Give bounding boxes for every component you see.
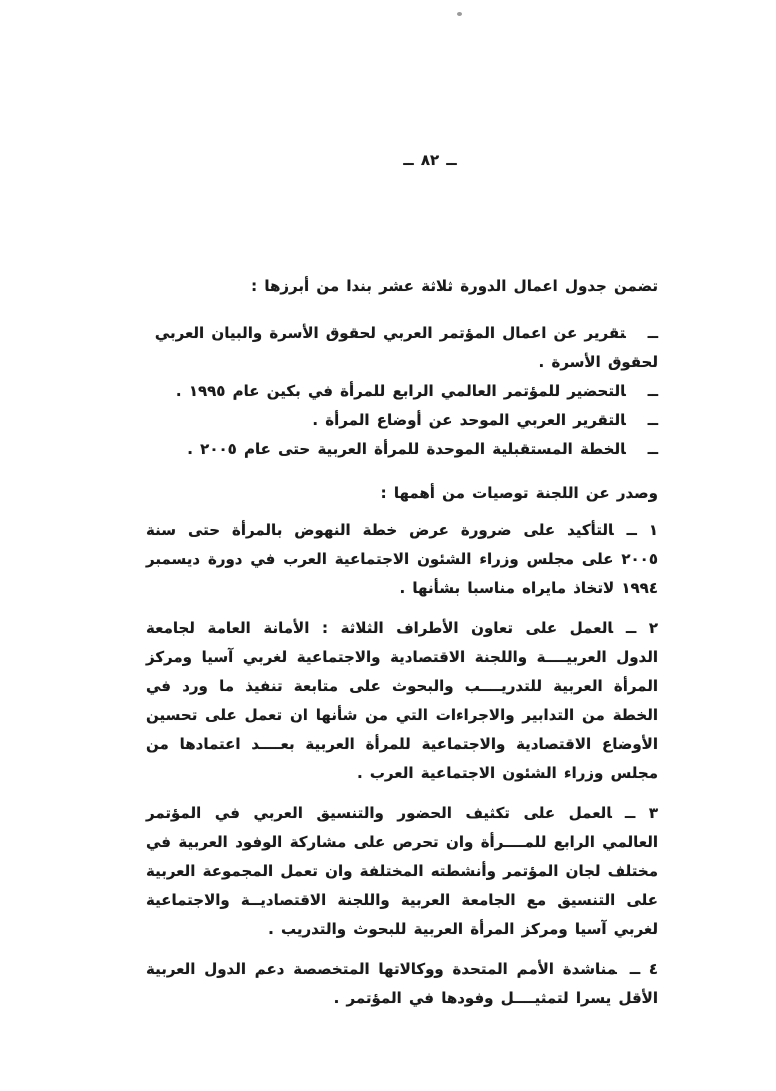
- recommendation-number: ١ ــ: [626, 521, 659, 539]
- agenda-item-text: الخطة المستقبلية الموحدة للمرأة العربية حتى عام ٢٠٠٥ .: [187, 440, 626, 458]
- recommendation-number: ٣ ــ: [624, 804, 659, 822]
- recommendation-text: مناشدة الأمم المتحدة ووكالاتها المتخصصة دعم الدول العربية الأقل يسرا لتمثيــــل وفودها في المؤتمر .: [146, 960, 658, 1007]
- recommendation-item-1: [146, 516, 658, 603]
- recommendation-text: التأكيد على ضرورة عرض خطة النهوض بالمرأة حتى سنة ٢٠٠٥ على مجلس وزراء الشئون الاجتماعية العرب في دورة ديسمبر ١٩٩٤ لاتخاذ مايراه مناسبا بشأنها .: [146, 521, 658, 597]
- agenda-item-1: [146, 319, 658, 377]
- recommendation-text: العمل على تكثيف الحضور والتنسيق العربي في المؤتمر العالمي الرابع للمــــرأة وان تحرص على مشاركة الوفود العربية في مختلف لجان المؤتمر وأنشطته المختلفة وان تعمل المجموعة العربية على التنسيق مع الجامعة العربية واللجنة الاقتصاديــة والاجتماعية لغربي آسيا ومركز المرأة العربية للبحوث والتدريب .: [146, 804, 658, 938]
- agenda-item-text: التحضير للمؤتمر العالمي الرابع للمرأة في بكين عام ١٩٩٥ .: [175, 382, 626, 400]
- recommendation-text: العمل على تعاون الأطراف الثلاثة : الأمانة العامة لجامعة الدول العربيــــة واللجنة الاقتصادية والاجتماعية لغربي آسيا ومركز المرأة العربية للتدريــــب والبحوث على متابعة تنفيذ ما ورد في الخطة من التدابير والاجراءات التي من شأنها ان تعمل على تحسين الأوضاع الاقتصادية والاجتماعية للمرأة العربية بعــــد اعتمادها من مجلس وزراء الشئون الاجتماعية العرب .: [146, 619, 658, 782]
- recommendations-list: [146, 516, 658, 1013]
- agenda-intro: تضمن جدول اعمال الدورة ثلاثة عشر بندا من أبرزها :: [251, 277, 658, 295]
- page-content: [146, 0, 658, 1024]
- bullet-dash: ــ: [647, 324, 658, 342]
- page-number: ــ ٨٢ ــ: [403, 151, 457, 169]
- recommendations-intro: وصدر عن اللجنة توصيات من أهمها :: [380, 484, 658, 502]
- recommendation-item-2: [146, 614, 658, 788]
- bullet-dash: ــ: [647, 440, 658, 458]
- recommendation-number: ٢ ــ: [625, 619, 658, 637]
- recommendation-number: ٤ ــ: [629, 960, 658, 978]
- agenda-item-4: [146, 435, 658, 464]
- agenda-item-2: [146, 377, 658, 406]
- bullet-dash: ــ: [647, 382, 658, 400]
- agenda-item-text: تقرير عن اعمال المؤتمر العربي لحقوق الأسرة والبيان العربي لحقوق الأسرة .: [154, 324, 658, 371]
- bullet-dash: ــ: [647, 411, 658, 429]
- agenda-list: [146, 319, 658, 464]
- agenda-item-text: التقرير العربي الموحد عن أوضاع المرأة .: [312, 411, 626, 429]
- recommendation-item-3: [146, 799, 658, 944]
- agenda-item-3: [146, 406, 658, 435]
- recommendation-item-4: [146, 955, 658, 1013]
